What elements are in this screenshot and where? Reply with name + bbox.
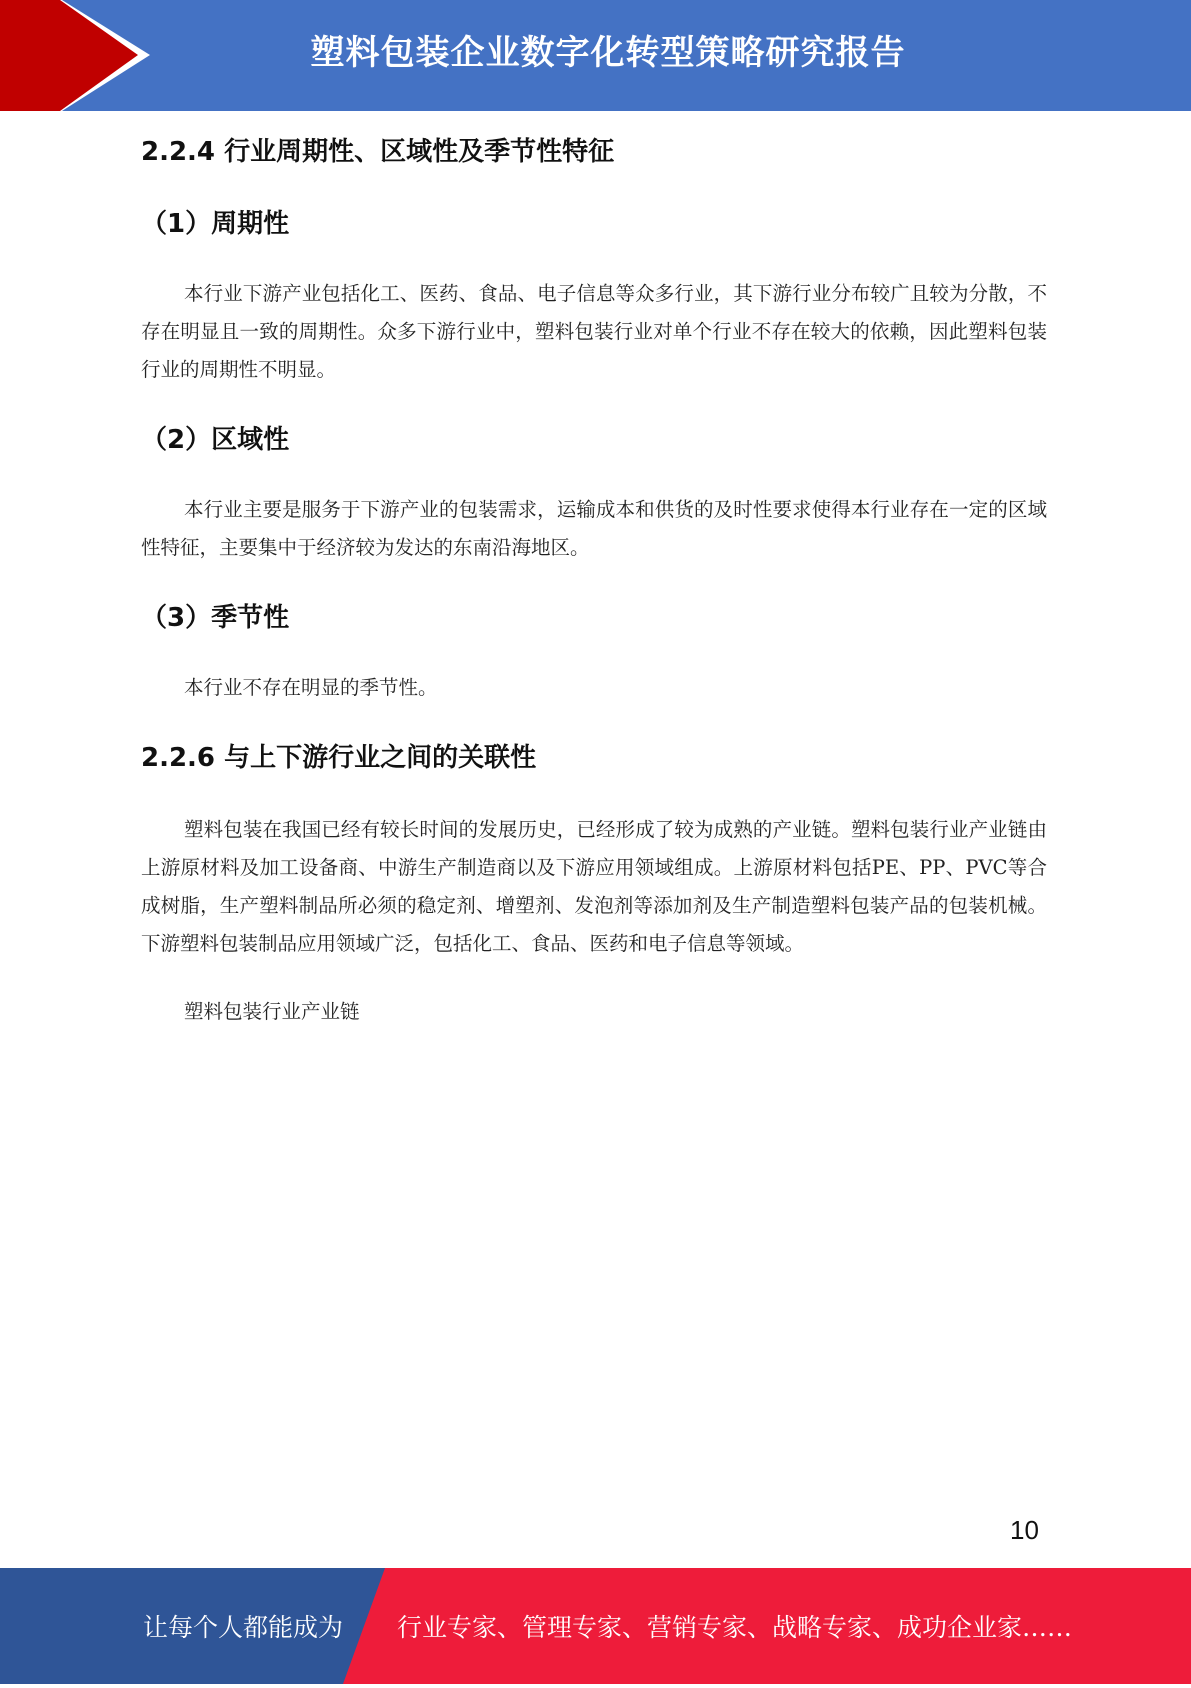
paragraph-regionality: 本行业主要是服务于下游产业的包装需求，运输成本和供货的及时性要求使得本行业存在一定的区域性特征，主要集中于经济较为发达的东南沿海地区。 bbox=[141, 498, 1047, 559]
subheading-cyclicality: （1）周期性 bbox=[141, 209, 290, 239]
paragraph-industry-chain: 塑料包装在我国已经有较长时间的发展历史，已经形成了较为成熟的产业链。塑料包装行业产业链由上游原材料及加工设备商、中游生产制造商以及下游应用领域组成。上游原材料包括PE、PP、PVC等合成树脂，生产塑料制品所必须的稳定剂、增塑剂、发泡剂等添加剂及生产制造塑料包装产品的包装机械。下游塑料包装制品应用领域广泛，包括化工、食品、医药和电子信息等领域。 bbox=[141, 818, 1047, 955]
paragraph-cyclicality: 本行业下游产业包括化工、医药、食品、电子信息等众多行业，其下游行业分布较广且较为分散，不存在明显且一致的周期性。众多下游行业中，塑料包装行业对单个行业不存在较大的依赖，因此塑料包装行业的周期性不明显。 bbox=[141, 282, 1047, 381]
footer-slogan-right: 行业专家、管理专家、营销专家、战略专家、成功企业家…… bbox=[397, 1613, 1073, 1642]
report-title: 塑料包装企业数字化转型策略研究报告 bbox=[310, 33, 906, 73]
footer-slogan-left: 让每个人都能成为 bbox=[143, 1613, 344, 1642]
subheading-regionality: （2）区域性 bbox=[141, 425, 290, 455]
page-header bbox=[0, 0, 1191, 111]
subheading-seasonality: （3）季节性 bbox=[141, 603, 290, 633]
figure-caption: 塑料包装行业产业链 bbox=[184, 1000, 360, 1023]
paragraph-seasonality: 本行业不存在明显的季节性。 bbox=[184, 676, 438, 699]
section-heading-2-2-6: 2.2.6 与上下游行业之间的关联性 bbox=[141, 743, 537, 773]
section-heading-2-2-4: 2.2.4 行业周期性、区域性及季节性特征 bbox=[141, 137, 615, 167]
page-number: 10 bbox=[1010, 1515, 1039, 1545]
page-footer bbox=[0, 1568, 1191, 1684]
